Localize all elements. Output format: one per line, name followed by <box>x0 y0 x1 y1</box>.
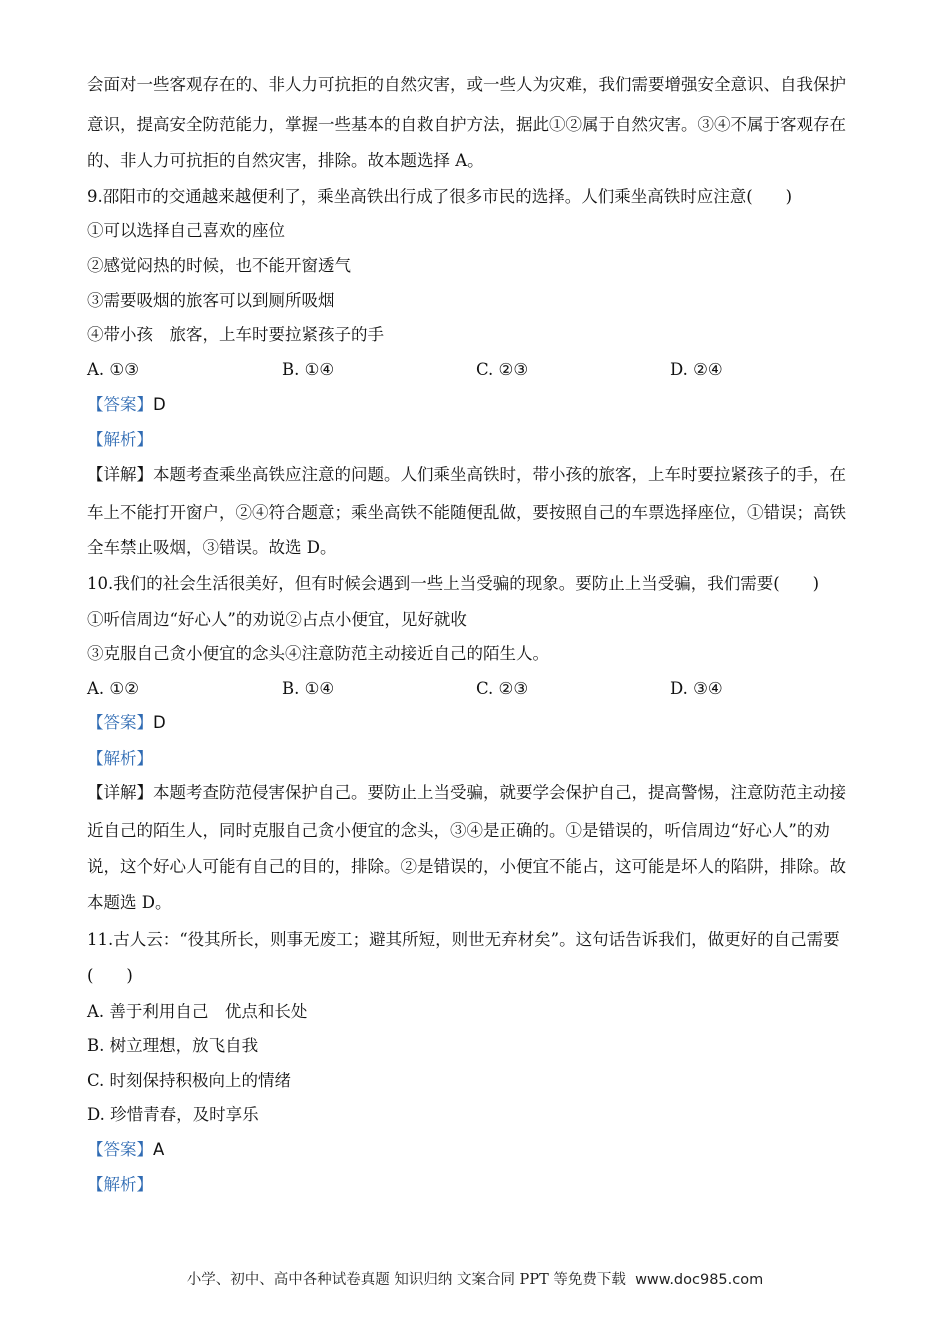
paragraph-line: 意识，提高安全防范能力，掌握一些基本的自救自护方法，据此①②属于自然灾害。③④不属于客观存在 <box>87 115 846 134</box>
q10-answer <box>87 712 166 734</box>
q11-option-a: A. 善于利用自己 优点和长处 <box>87 1002 308 1021</box>
paragraph-line: 的、非人力可抗拒的自然灾害，排除。故本题选择 A。 <box>87 151 484 170</box>
q10-option-c: C. ②③ <box>476 679 529 698</box>
question-10-stem: 10.我们的社会生活很美好，但有时候会遇到一些上当受骗的现象。要防止上当受骗，我们需要( ) <box>87 574 820 593</box>
q11-option-b: B. 树立理想，放飞自我 <box>87 1036 259 1055</box>
q9-analysis-label: 【解析】 <box>87 430 153 449</box>
answer-label: 【答案】 <box>87 713 153 732</box>
question-11-stem: 11.古人云：“役其所长，则事无废工；避其所短，则世无弃材矣”。这句话告诉我们，做更好的自己需要 <box>87 930 840 949</box>
q9-option-c: C. ②③ <box>476 360 529 379</box>
q11-analysis-label: 【解析】 <box>87 1175 153 1194</box>
answer-label: 【答案】 <box>87 1140 153 1159</box>
paragraph-line: 会面对一些客观存在的、非人力可抗拒的自然灾害，或一些人为灾难，我们需要增强安全意识、自我保护 <box>87 75 846 94</box>
q9-detail-line: 车上不能打开窗户，②④符合题意；乘坐高铁不能随便乱做，要按照自己的车票选择座位，①错误；高铁 <box>87 503 846 522</box>
q9-item-2: ②感觉闷热的时候，也不能开窗透气 <box>87 256 351 275</box>
q10-analysis-label: 【解析】 <box>87 749 153 768</box>
q11-option-c: C. 时刻保持积极向上的情绪 <box>87 1071 292 1090</box>
q9-option-d: D. ②④ <box>670 360 723 379</box>
q10-detail-line: 本题选 D。 <box>87 893 172 912</box>
answer-label: 【答案】 <box>87 395 153 414</box>
q9-item-4: ④带小孩 旅客，上车时要拉紧孩子的手 <box>87 325 384 344</box>
q10-item-1: ①听信周边“好心人”的劝说②占点小便宜，见好就收 <box>87 610 467 629</box>
q10-detail-line: 说，这个好心人可能有自己的目的，排除。②是错误的，小便宜不能占，这可能是坏人的陷阱，排除。故 <box>87 857 846 876</box>
q11-option-d: D. 珍惜青春，及时享乐 <box>87 1105 259 1124</box>
q10-detail-line: 【详解】本题考查防范侵害保护自己。要防止上当受骗，就要学会保护自己，提高警惕，注意防范主动接 <box>87 783 846 802</box>
footer-text: 小学、初中、高中各种试卷真题 知识归纳 文案合同 PPT 等免费下载 <box>186 1272 626 1288</box>
q10-option-d: D. ③④ <box>670 679 723 698</box>
page-footer <box>0 1268 950 1289</box>
q10-option-a: A. ①② <box>87 679 139 698</box>
q9-answer <box>87 394 166 416</box>
q11-answer <box>87 1139 164 1161</box>
q9-item-3: ③需要吸烟的旅客可以到厕所吸烟 <box>87 291 335 310</box>
q9-option-a: A. ①③ <box>87 360 139 379</box>
q9-detail-line: 全车禁止吸烟，③错误。故选 D。 <box>87 538 337 557</box>
q10-item-2: ③克服自己贪小便宜的念头④注意防范主动接近自己的陌生人。 <box>87 644 549 663</box>
q9-detail-line: 【详解】本题考查乘坐高铁应注意的问题。人们乘坐高铁时，带小孩的旅客，上车时要拉紧孩子的手，在 <box>87 465 846 484</box>
answer-value: D <box>153 713 166 732</box>
question-9-stem: 9.邵阳市的交通越来越便利了，乘坐高铁出行成了很多市民的选择。人们乘坐高铁时应注意( ) <box>87 187 793 206</box>
question-11-stem-cont: ( ) <box>87 966 133 985</box>
q10-detail-line: 近自己的陌生人，同时克服自己贪小便宜的念头，③④是正确的。①是错误的，听信周边“好心人”的劝 <box>87 821 830 840</box>
q10-option-b: B. ①④ <box>282 679 335 698</box>
answer-value: D <box>153 395 166 414</box>
footer-link[interactable]: www.doc985.com <box>635 1272 764 1288</box>
answer-value: A <box>153 1140 165 1159</box>
q9-item-1: ①可以选择自己喜欢的座位 <box>87 221 285 240</box>
q9-option-b: B. ①④ <box>282 360 335 379</box>
